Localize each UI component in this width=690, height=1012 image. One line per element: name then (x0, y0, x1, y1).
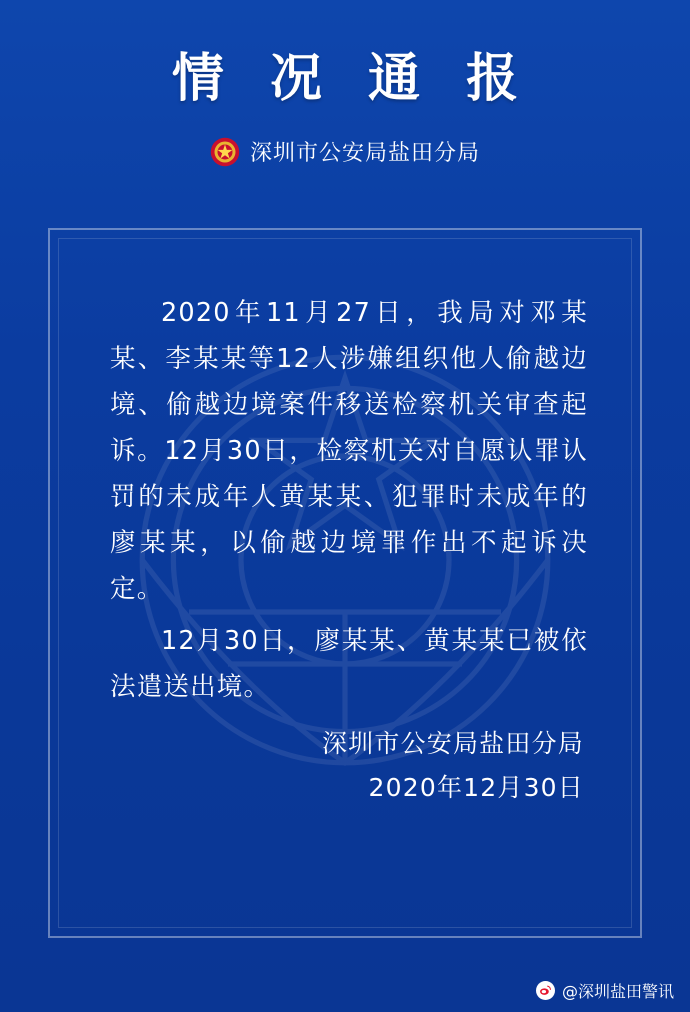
signature-block (322, 722, 584, 810)
signature-date: 2020年12月30日 (368, 773, 584, 802)
notice-paragraph-2: 12月30日，廖某某、黄某某已被依法遣送出境。 (110, 626, 588, 702)
notice-panel (48, 228, 642, 938)
issuer-name: 深圳市公安局盐田分局 (249, 141, 480, 167)
police-emblem-icon (210, 137, 240, 167)
document-header (0, 0, 690, 167)
page-title: 情 况 通 报 (171, 49, 533, 109)
footer-credit (536, 979, 674, 1002)
signature-organization: 深圳市公安局盐田分局 (321, 729, 584, 758)
notice-paragraph-1: 2020年11月27日，我局对邓某某、李某某等12人涉嫌组织他人偷越边境、偷越边境案件移送检察机关审查起诉。12月30日，检察机关对自愿认罪认罚的未成年人黄某某、犯罪时未成年的廖某某，以偷越边境罪作出不起诉决定。 (110, 298, 588, 604)
footer-account: @深圳盐田警讯 (561, 982, 674, 1001)
issuer-line (0, 136, 690, 167)
notice-body (110, 290, 588, 710)
weibo-icon (536, 981, 555, 1000)
